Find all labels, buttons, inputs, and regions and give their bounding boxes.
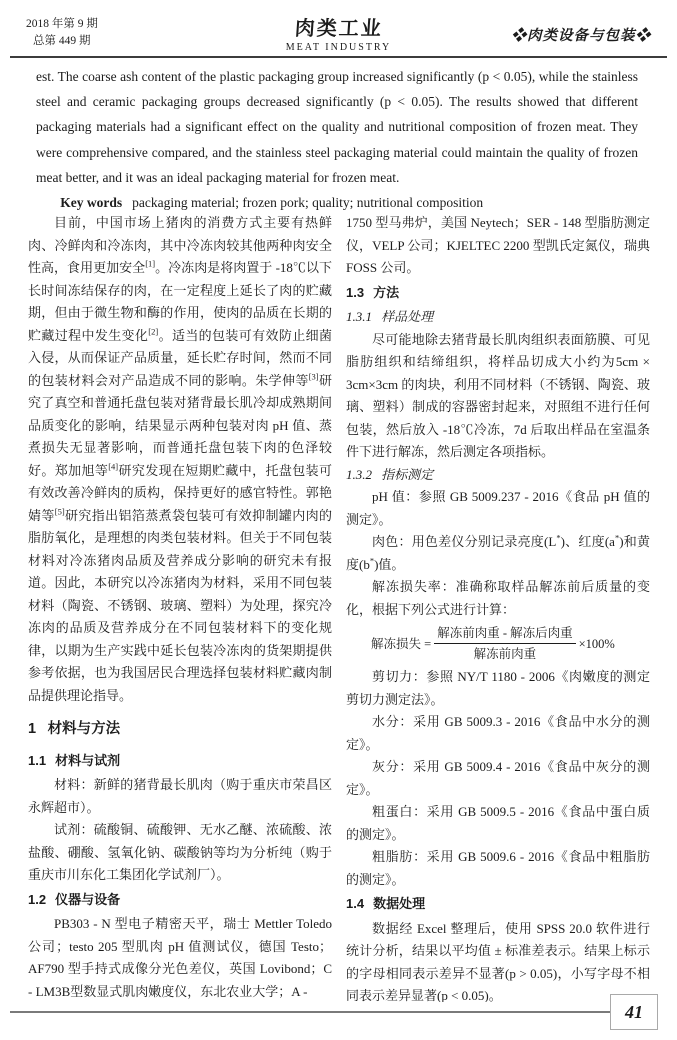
materials-paragraph: 材料：新鲜的猪背最长肌肉（购于重庆市荣昌区永辉超市）。 [28, 777, 332, 815]
citation-ref-5: [5] [54, 506, 65, 517]
intro-text: 研究指出铝箔蒸煮袋包装可有效抑制罐内肉的脂肪氧化，是理想的肉类包装材料。但关于不同包装材料对冷冻猪肉品质及营养成分影响的研究未有报道。因此，本研究以冷冻猪肉为材料，采用不同包装材料（陶瓷、不锈钢、玻璃、塑料）为处理，探究冷冻肉的品质及营养成分在不同包装材料下的变化规律，以期为生产实践中延长包装冷冻肉的货架期提供参考依据，也为我国居民合理选择包装材料贮藏肉制品提供理论指导。 [28, 507, 332, 703]
header-rule [10, 56, 667, 58]
left-column [28, 212, 332, 1002]
subsubsection-heading-indicators [346, 464, 650, 487]
subsection-title: 材料与试剂 [55, 752, 121, 768]
page-number: 41 [625, 1001, 643, 1022]
footer-rule [10, 1011, 610, 1013]
intro-paragraph [28, 212, 332, 707]
issue-total-line: 总第 449 期 [33, 35, 91, 47]
subsection-heading-data-processing [346, 893, 650, 916]
subsubsection-title: 样品处理 [381, 309, 434, 324]
moisture-standard-paragraph: 水分：采用 GB 5009.3 - 2016《食品中水分的测定》。 [346, 714, 650, 752]
journal-logo-english: MEAT INDUSTRY [285, 42, 392, 53]
shear-force-paragraph: 剪切力：参照 NY/T 1180 - 2006《肉嫩度的测定 剪切力测定法》。 [346, 669, 650, 707]
sample-treatment-paragraph: 尽可能地除去猪背最长肌肉组织表面筋膜、可见脂肪组织和结缔组织，将样品切成大小约为5cm × 3cm×3cm 的肉块，利用不同材料（不锈钢、陶瓷、玻璃、塑料）制成的容器密封起来，对照组不进行任何包装，然后放入 -18℃冷冻，7d 后取出样品在室温条件下进行解冻，然后测定各项指标。 [346, 331, 650, 459]
lab-star: * [614, 532, 620, 543]
subsection-title: 方法 [373, 284, 400, 300]
subsubsection-number: 1.3.2 [346, 466, 372, 482]
journal-logo [286, 12, 392, 53]
subsection-number: 1.4 [346, 896, 365, 911]
keywords-label: Key words [60, 195, 123, 211]
page-number-box [610, 994, 658, 1030]
abstract-block [36, 64, 638, 215]
equipment-paragraph-left: PB303 - N 型电子精密天平，瑞士 Mettler Toledo 公司；testo 205 型肌肉 pH 值测试仪，德国 Testo；AF790 型手持式成像分光色差仪，英国 Lovibond；C - LM3B型数显式肌肉嫩度仪，东北农业大学；A - [28, 916, 332, 999]
citation-ref-4: [4] [108, 461, 119, 472]
subsection-number: 1.2 [28, 891, 47, 907]
citation-ref-1: [1] [145, 258, 156, 269]
formula-lhs: 解冻损失 = [371, 636, 432, 651]
subsubsection-number: 1.3.1 [346, 309, 372, 324]
intro-text: 。冷冻肉是将肉置于 -18℃以下长时间冻结保存的肉，在一定程度上延长了肉的贮藏期，但由于微生物和酶的作用，使肉的品质在长期的贮藏过程中发生变化 [28, 260, 332, 343]
intro-text: 研究了真空和普通托盘包装对猪背最长肌冷却成熟期间品质变化的影响，结果显示两种包装对肉 pH 值、蒸煮损失无显著影响，而普通托盘包装下肉的色泽较好。郑加旭等 [28, 372, 332, 478]
subsection-heading-equipment [28, 889, 332, 912]
ash-standard-paragraph: 灰分：采用 GB 5009.4 - 2016《食品中灰分的测定》。 [346, 759, 650, 797]
formula-suffix: ×100% [578, 636, 615, 651]
protein-standard-paragraph: 粗蛋白：采用 GB 5009.5 - 2016《食品中蛋白质的测定》。 [346, 804, 650, 842]
meat-color-text: )和黄度(b [346, 534, 650, 572]
meat-color-text: 肉色：用色差仪分别记录亮度(L [372, 534, 557, 549]
subsubsection-heading-sample [346, 306, 650, 329]
subsection-title: 数据处理 [373, 896, 426, 911]
thaw-loss-paragraph: 解冻损失率：准确称取样品解冻前后质量的变化，根据下列公式进行计算： [346, 579, 650, 617]
subsubsection-title: 指标测定 [381, 466, 434, 482]
lab-star: * [556, 532, 561, 543]
section-title: 材料与方法 [47, 721, 121, 737]
abstract-continuation-text: est. The coarse ash content of the plastic packaging group increased significantly (p < 0.05), while the stainless steel and ceramic packaging groups decreased significantly (p < 0.05). The results showed that different packaging materials had a significant effect on the quality and nutritional composition of frozen meat. They were comprehensive compared, and the stainless steel packaging material could maintain the quality of frozen meat better, and it was an ideal packaging material for frozen meat. [36, 69, 638, 185]
fat-standard-paragraph: 粗脂肪：采用 GB 5009.6 - 2016《食品中粗脂肪的测定》。 [346, 849, 650, 887]
ph-paragraph: pH 值：参照 GB 5009.237 - 2016《食品 pH 值的测定》。 [346, 489, 650, 527]
intro-text: 。适当的包装可有效防止细菌入侵，从而保证产品质量，延长贮存时间，然而不同的包装材料会对产品造成不同的影响。朱学伸等 [28, 327, 332, 388]
journal-logo-chinese: 肉类工业 [293, 18, 384, 40]
citation-ref-2: [2] [148, 326, 159, 337]
equipment-paragraph-continued: 1750 型马弗炉，美国 Neytech；SER - 148 型脂肪测定仪，VELP 公司；KJELTEC 2200 型凯氏定氮仪，瑞典 FOSS 公司。 [346, 215, 650, 275]
section-number: 1 [28, 721, 37, 737]
right-column [346, 212, 650, 1002]
issue-info [26, 16, 98, 50]
formula-numerator: 解冻前肉重 - 解冻后肉重 [434, 624, 575, 644]
meat-color-text: )、红度(a [560, 534, 615, 549]
citation-ref-3: [3] [308, 371, 319, 382]
page-header [24, 12, 653, 54]
data-processing-paragraph: 数据经 Excel 整理后，使用 SPSS 20.0 软件进行统计分析，结果以平均值 ± 标准差表示。结果上标示的字母相同表示差异不显著(p > 0.05)，小写字母不相同表示差异显著(p < 0.05)。 [346, 920, 650, 1002]
journal-section-label: ❖肉类设备与包装❖ [511, 28, 651, 44]
formula-denominator: 解冻前肉重 [473, 647, 537, 661]
intro-text: 目前，中国市场上猪肉的消费方式主要有热鲜肉、冷鲜肉和冷冻肉，其中冷冻肉较其他两种肉安全性高，食用更加安全 [28, 215, 332, 275]
subsection-number: 1.1 [28, 752, 47, 768]
subsection-heading-method [346, 282, 650, 305]
meat-color-text: )值。 [374, 556, 405, 572]
section-heading-methods [28, 718, 332, 741]
body-columns [28, 212, 650, 1002]
intro-text: 研究发现在短期贮藏中，托盘包装可有效改善冷鲜肉的质构，保持更好的感官特性。郭艳婧等 [28, 462, 332, 523]
thaw-loss-formula [371, 624, 650, 663]
subsection-number: 1.3 [346, 284, 365, 300]
lab-star: * [369, 555, 375, 566]
reagents-paragraph: 试剂：硫酸铜、硫酸钾、无水乙醚、浓硫酸、浓盐酸、硼酸、氢氧化钠、碳酸钠等均为分析纯（购于重庆市川东化工集团化学试剂厂）。 [28, 822, 332, 882]
meat-color-paragraph [346, 531, 650, 576]
subsection-heading-materials [28, 750, 332, 773]
subsection-title: 仪器与设备 [55, 891, 121, 907]
keywords-text: packaging material; frozen pork; quality; nutritional composition [132, 195, 484, 211]
issue-year-line: 2018 年第 9 期 [26, 18, 98, 30]
formula-fraction [434, 624, 575, 663]
